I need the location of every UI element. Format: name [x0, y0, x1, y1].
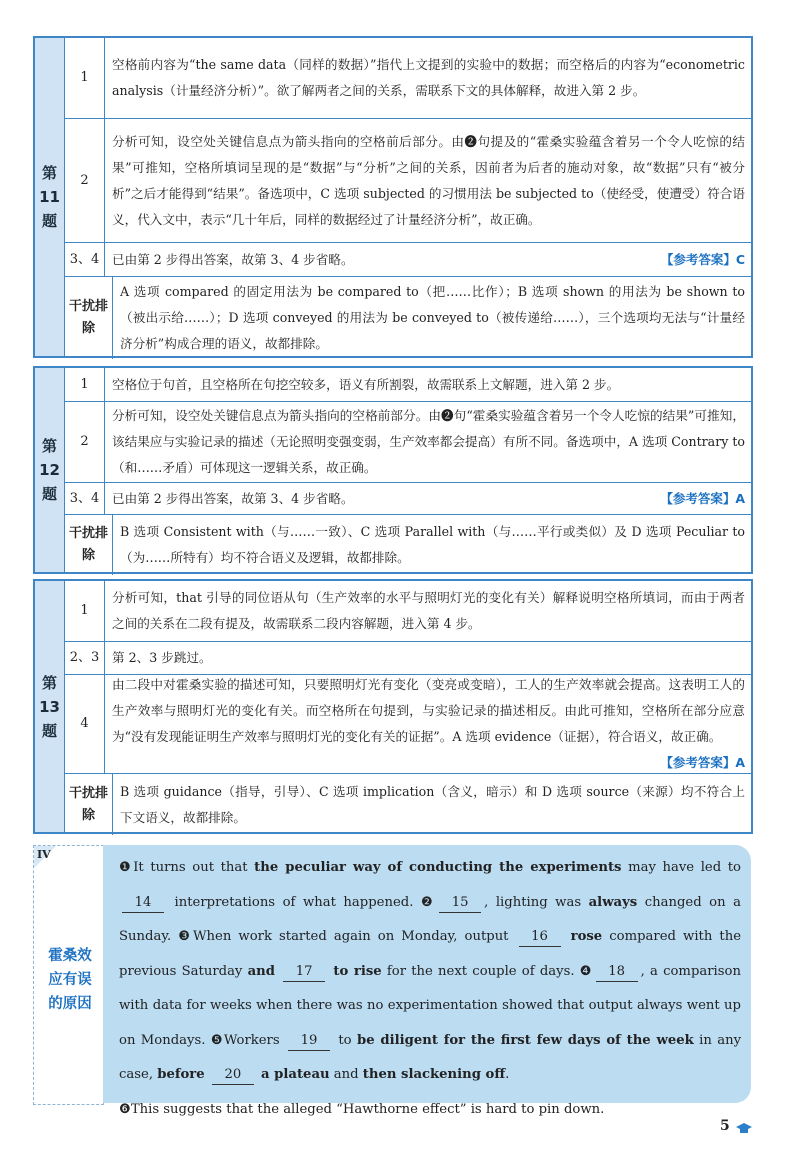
step-row — [65, 242, 751, 276]
step-rows — [65, 581, 751, 832]
step-explanation — [105, 38, 751, 118]
key-phrase: always — [588, 894, 638, 910]
key-phrase: be diligent for the first few days of the week — [357, 1032, 694, 1048]
step-explanation — [105, 483, 751, 514]
step-explanation — [105, 402, 751, 482]
question-13-table — [33, 579, 753, 834]
question-label-part: 题 — [41, 212, 57, 230]
passage-text-segment: interpretations of what happened. ❷ — [167, 894, 437, 910]
answer-blank: 19 — [288, 1032, 330, 1051]
question-label — [35, 38, 65, 356]
step-row — [65, 401, 751, 482]
reference-answer: 【参考答案】A — [660, 490, 745, 506]
step-number: 干扰排除 — [65, 277, 113, 359]
step-explanation — [105, 675, 751, 773]
question-label-part: 第 — [41, 673, 57, 692]
step-row — [65, 482, 751, 514]
step-number: 干扰排除 — [65, 774, 113, 835]
question-label — [35, 368, 65, 572]
question-label-part: 11 — [39, 188, 60, 206]
explanation-text: B 选项 guidance（指导，引导）、C 选项 implication（含义，暗示）和 D 选项 source（来源）均不符合上下文语义，故都排除。 — [120, 783, 745, 825]
passage-title: 霍桑效应有误的原因 — [48, 948, 92, 1012]
passage-text-segment: , a comparison with data for weeks when there was no experimentation showed that output always went up on Mondays. ❺Workers — [119, 963, 741, 1048]
key-phrase: rose — [570, 929, 603, 944]
step-row — [65, 276, 751, 359]
question-label-part: 12 — [39, 461, 60, 479]
passage-text — [103, 845, 751, 1117]
answer-blank: 14 — [122, 894, 164, 913]
step-number: 1 — [65, 38, 105, 118]
explanation-text: 第 2、3 步跳过。 — [112, 650, 212, 665]
explanation-text: 分析可知，that 引导的同位语从句（生产效率的水平与照明灯光的变化有关）解释说明空格所填词，而由于两者之间的关系在二段有提及，故需联系二段内容解题，进入第 4 步。 — [112, 590, 745, 631]
passage-text-segment: may have led to — [621, 860, 741, 875]
step-row — [65, 368, 751, 401]
passage-text-segment: for the next couple of days. ❹ — [381, 963, 593, 979]
reference-answer: 【参考答案】A — [660, 755, 745, 770]
explanation-text: 已由第 2 步得出答案，故第 3、4 步省略。 — [112, 251, 354, 267]
step-number: 3、4 — [65, 483, 105, 514]
passage-text-segment: ❶It turns out that — [119, 860, 255, 875]
step-number: 2 — [65, 402, 105, 482]
answer-blank: 16 — [519, 928, 561, 947]
question-12-table — [33, 366, 753, 574]
step-row — [65, 773, 751, 835]
step-rows — [65, 38, 751, 356]
passage-label-panel — [33, 845, 104, 1105]
explanation-text: 空格前内容为“the same data（同样的数据）”指代上文提到的实验中的数据；而空格后的内容为“econometric analysis（计量经济分析）”。欲了解两者之间的关系，需联系下文的具体解释，故进入第 2 步。 — [112, 57, 745, 98]
step-number: 2 — [65, 119, 105, 242]
passage-text-segment: , lighting was — [484, 894, 589, 910]
passage-text-segment: ❻This suggests that the alleged “Hawthorne effect” is hard to pin down. — [119, 1101, 605, 1117]
section-roman-numeral: IV — [37, 848, 51, 861]
step-row — [65, 38, 751, 118]
step-row — [65, 118, 751, 242]
explanation-text: 空格位于句首，且空格所在句挖空较多，语义有所割裂，故需联系上文解题，进入第 2 步。 — [112, 376, 620, 392]
question-label-part: 13 — [39, 697, 60, 716]
step-explanation — [105, 642, 751, 674]
step-number: 干扰排除 — [65, 515, 113, 575]
step-row — [65, 514, 751, 575]
key-phrase: a plateau — [261, 1067, 330, 1082]
answer-blank: 20 — [212, 1066, 254, 1085]
question-label-part: 题 — [41, 721, 57, 740]
passage-section — [33, 845, 751, 1117]
page-number: 5 — [720, 1118, 730, 1134]
explanation-text: 分析可知，设空处关键信息点为箭头指向的空格前部分。由❷句“霍桑实验蕴含着另一个令人吃惊的结果”可推知，该结果应与实验记录的描述（无论照明变强变弱，生产效率都会提高）有所不同。备选项中，A 选项 Contrary to（和……矛盾）可体现这一逻辑关系，故正确。 — [112, 408, 745, 475]
step-explanation — [105, 581, 751, 641]
question-11-table — [33, 36, 753, 358]
question-label-part: 第 — [41, 164, 57, 182]
explanation-text: 分析可知，设空处关键信息点为箭头指向的空格前后部分。由❷句提及的“霍桑实验蕴含着另一个令人吃惊的结果”可推知，空格所填词呈现的是“数据”与“分析”之间的关系，因前者为后者的施动对象，故“数据”只有“被分析”之后才能得到“结果”。备选项中，C 选项 subjected 的习惯用法 be subjected to（使经受，使遭受）符合语义，代入文中，表示“几十年后，同样的数据经过了计量经济分析”，故正确。 — [112, 133, 745, 227]
graduation-cap-icon — [736, 1123, 752, 1133]
passage-text-segment: changed on a Sunday. ❸When work started again on Monday, output — [119, 894, 741, 944]
answer-blank: 17 — [283, 963, 325, 982]
step-row — [65, 674, 751, 773]
passage-text-segment: compared with the previous Saturday — [119, 929, 742, 979]
answer-blank: 18 — [596, 963, 638, 982]
step-number: 1 — [65, 581, 105, 641]
key-phrase: and — [247, 963, 275, 979]
step-explanation — [113, 515, 751, 575]
passage-text-segment: . — [505, 1067, 510, 1082]
step-number: 3、4 — [65, 243, 105, 276]
passage-text-segment — [564, 929, 571, 944]
step-explanation — [105, 119, 751, 242]
passage-text-segment — [275, 964, 280, 979]
step-explanation — [113, 277, 751, 359]
explanation-text: B 选项 Consistent with（与……一致）、C 选项 Parallel with（与……平行或类似）及 D 选项 Peculiar to（为……所特有）均不符合语义及逻辑，故都排除。 — [120, 524, 745, 565]
passage-text-segment — [205, 1067, 209, 1082]
step-explanation — [105, 368, 751, 401]
answer-blank: 15 — [439, 894, 481, 913]
step-row — [65, 581, 751, 641]
step-number: 1 — [65, 368, 105, 401]
reference-answer: 【参考答案】C — [660, 251, 745, 267]
key-phrase: then slackening off — [362, 1067, 506, 1082]
step-rows — [65, 368, 751, 572]
passage-text-segment: in any case, — [119, 1032, 742, 1082]
key-phrase: the peculiar way of conducting the experiments — [254, 860, 622, 875]
explanation-text: 由二段中对霍桑实验的描述可知，只要照明灯光有变化（变亮或变暗），工人的生产效率就会提高。这表明工人的生产效率与照明灯光的变化有关。而空格所在句提到，与实验记录的描述相反。由此可推知，空格所在部分应意为“没有发现能证明生产效率与照明灯光的变化有关的证据”。A 选项 evidence（证据），符合语义，故正确。 — [112, 677, 745, 744]
explanation-text: 已由第 2 步得出答案，故第 3、4 步省略。 — [112, 490, 354, 506]
key-phrase: to rise — [333, 963, 382, 979]
step-number: 4 — [65, 675, 105, 773]
step-row — [65, 641, 751, 674]
step-number: 2、3 — [65, 642, 105, 674]
question-label-part: 题 — [41, 485, 57, 503]
passage-text-segment: to — [333, 1032, 357, 1048]
explanation-text: A 选项 compared 的固定用法为 be compared to（把……比作）；B 选项 shown 的用法为 be shown to（被出示给……）；D 选项 conveyed 的用法为 be conveyed to（被传递给……），三个选项均无法与“计量经济分析”构成合理的语义，故都排除。 — [120, 284, 745, 351]
key-phrase: before — [157, 1067, 205, 1082]
step-explanation — [105, 243, 751, 276]
question-label — [35, 581, 65, 832]
step-explanation — [113, 774, 751, 835]
passage-text-segment: and — [329, 1067, 363, 1082]
question-label-part: 第 — [41, 437, 57, 455]
